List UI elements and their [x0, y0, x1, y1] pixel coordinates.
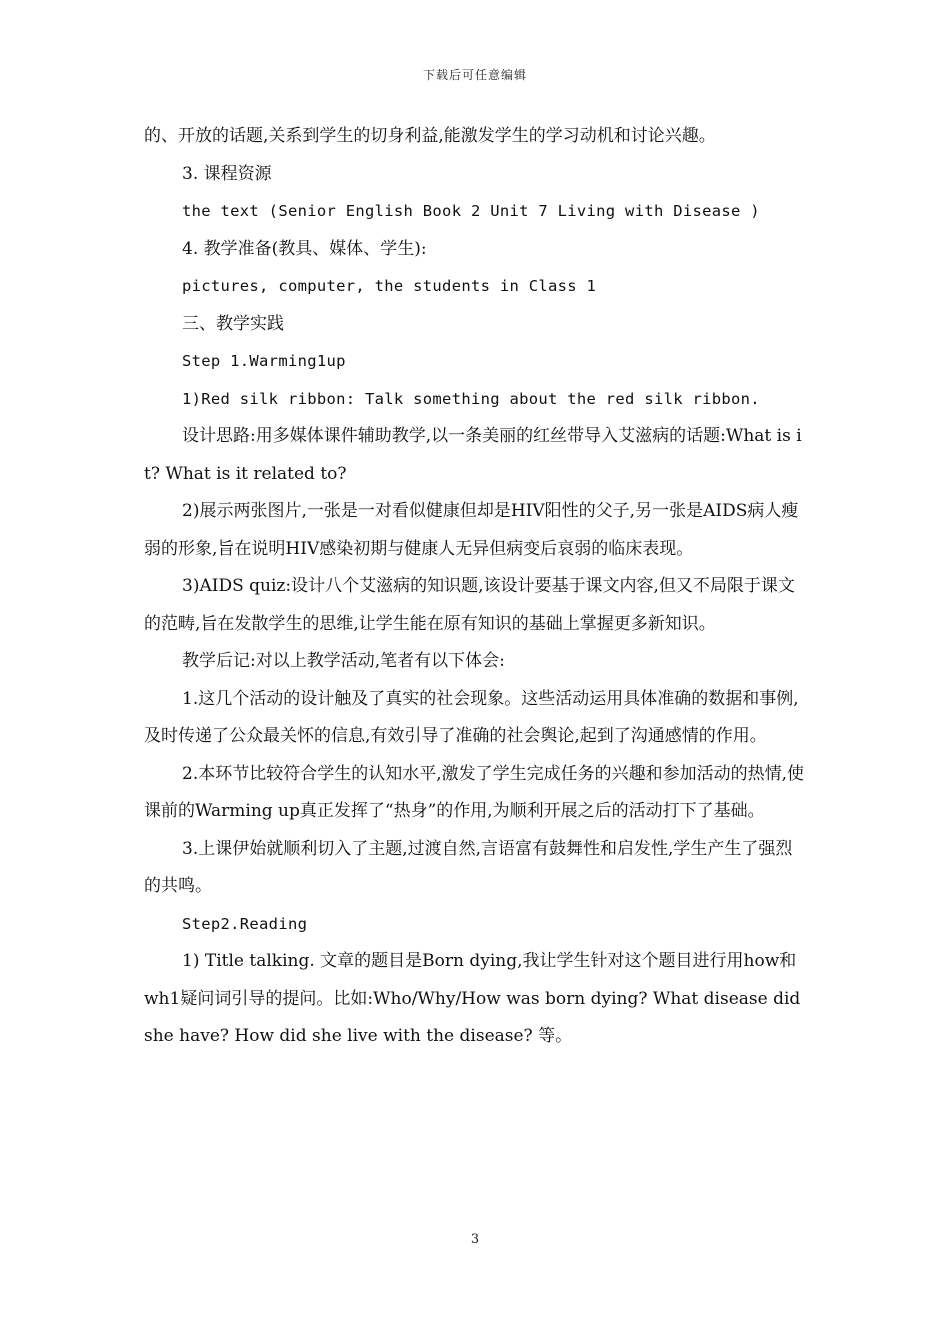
section-heading: 三、教学实践: [182, 313, 284, 334]
paragraph: 的、开放的话题,关系到学生的切身利益,能激发学生的学习动机和讨论兴趣。: [144, 126, 716, 146]
document-body: [144, 118, 808, 1056]
paragraph: 2.本环节比较符合学生的认知水平,激发了学生完成任务的兴趣和参加活动的热情,使课前的Warming up真正发挥了“热身”的作用,为顺利开展之后的活动打下了基础。: [144, 763, 805, 821]
paragraph: 4. 教学准备(教具、媒体、学生):: [182, 238, 427, 259]
paragraph: 1)Red silk ribbon: Talk something about the red silk ribbon.: [182, 389, 760, 408]
paragraph: 1.这几个活动的设计触及了真实的社会现象。这些活动运用具体准确的数据和事例,及时传递了公众最关怀的信息,有效引导了准确的社会舆论,起到了沟通感情的作用。: [144, 688, 799, 746]
page-header: 下载后可任意编辑: [422, 68, 527, 82]
paragraph: pictures, computer, the students in Class 1: [182, 277, 597, 295]
paragraph: Step2.Reading: [182, 914, 308, 933]
paragraph: 3. 课程资源: [182, 163, 272, 184]
paragraph: 设计思路:用多媒体课件辅助教学,以一条美丽的红丝带导入艾滋病的话题:What is it? What is it related to?: [144, 426, 802, 484]
paragraph: the text (Senior English Book 2 Unit 7 Living with Disease ): [182, 202, 760, 220]
paragraph: 3.上课伊始就顺利切入了主题,过渡自然,言语富有鼓舞性和启发性,学生产生了强烈的共鸣。: [144, 838, 793, 896]
page-number: 3: [470, 1232, 480, 1247]
paragraph: 教学后记:对以上教学活动,笔者有以下体会:: [182, 651, 505, 671]
paragraph: 1) Title talking. 文章的题目是Born dying,我让学生针对这个题目进行用how和wh1疑问词引导的提问。比如:Who/Why/How was born dying? What disease did she have? How did she live with the disease? 等。: [144, 951, 801, 1046]
paragraph: 2)展示两张图片,一张是一对看似健康但却是HIV阳性的父子,另一张是AIDS病人瘦弱的形象,旨在说明HIV感染初期与健康人无异但病变后哀弱的临床表现。: [144, 501, 799, 559]
paragraph: 3)AIDS quiz:设计八个艾滋病的知识题,该设计要基于课文内容,但又不局限于课文的范畴,旨在发散学生的思维,让学生能在原有知识的基础上掌握更多新知识。: [144, 576, 795, 634]
paragraph: Step 1.Warming1up: [182, 352, 346, 370]
